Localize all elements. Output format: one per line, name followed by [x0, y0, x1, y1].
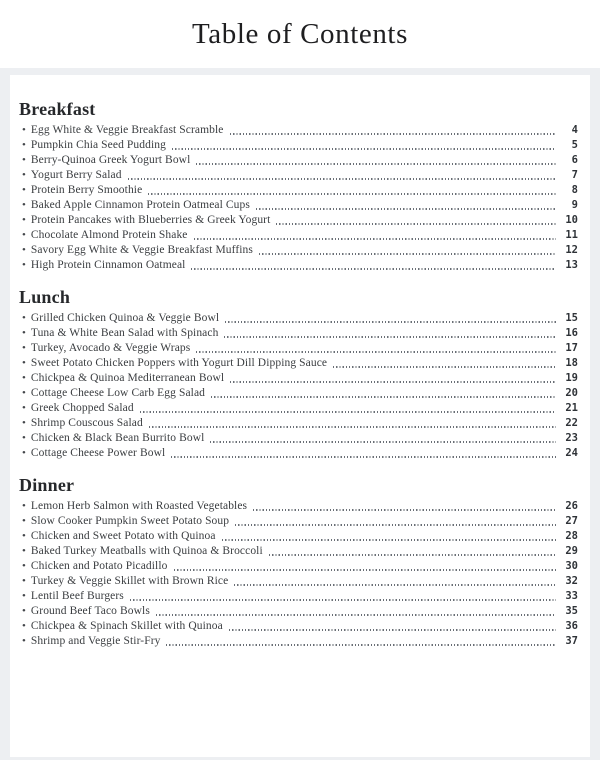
toc-entry-label: Turkey & Veggie Skillet with Brown Rice — [30, 575, 229, 587]
toc-section — [19, 287, 578, 461]
toc-entry[interactable] — [19, 514, 578, 529]
bullet-icon: • — [22, 259, 26, 271]
toc-entry-page: 4 — [571, 124, 578, 136]
toc-entry[interactable] — [19, 326, 578, 341]
toc-entry[interactable] — [19, 213, 578, 228]
toc-entry[interactable] — [19, 559, 578, 574]
toc-entry-label: Grilled Chicken Quinoa & Veggie Bowl — [30, 312, 220, 324]
bullet-icon: • — [22, 214, 26, 226]
bullet-icon: • — [22, 575, 26, 587]
toc-entry-label: Slow Cooker Pumpkin Sweet Potato Soup — [30, 515, 230, 527]
toc-entry[interactable] — [19, 589, 578, 604]
toc-entry-page: 10 — [565, 214, 578, 226]
dot-leader — [222, 539, 556, 540]
dot-leader — [256, 208, 556, 209]
bullet-icon: • — [22, 447, 26, 459]
toc-entry-page: 15 — [565, 312, 578, 324]
toc-entry-page: 6 — [571, 154, 578, 166]
toc-entry[interactable] — [19, 341, 578, 356]
dot-leader — [259, 253, 556, 254]
page-header — [0, 0, 600, 68]
toc-entry-label: Turkey, Avocado & Veggie Wraps — [30, 342, 191, 354]
dot-leader — [128, 178, 556, 179]
dot-leader — [230, 133, 556, 134]
toc-entry[interactable] — [19, 243, 578, 258]
toc-entry-label: Shrimp and Veggie Stir-Fry — [30, 635, 161, 647]
bullet-icon: • — [22, 229, 26, 241]
toc-entry[interactable] — [19, 183, 578, 198]
toc-entry-page: 12 — [565, 244, 578, 256]
toc-entry-page: 27 — [565, 515, 578, 527]
dot-leader — [196, 351, 556, 352]
toc-entry[interactable] — [19, 386, 578, 401]
toc-entry[interactable] — [19, 529, 578, 544]
toc-entry[interactable] — [19, 228, 578, 243]
bullet-icon: • — [22, 560, 26, 572]
dot-leader — [229, 629, 556, 630]
toc-entry-page: 13 — [565, 259, 578, 271]
toc-entry-label: Berry-Quinoa Greek Yogurt Bowl — [30, 154, 191, 166]
toc-entry-label: Tuna & White Bean Salad with Spinach — [30, 327, 219, 339]
toc-entry-page: 35 — [565, 605, 578, 617]
toc-entry[interactable] — [19, 153, 578, 168]
dot-leader — [196, 163, 556, 164]
toc-entry-label: Egg White & Veggie Breakfast Scramble — [30, 124, 224, 136]
bullet-icon: • — [22, 124, 26, 136]
toc-entry-label: Sweet Potato Chicken Poppers with Yogurt Dill Dipping Sauce — [30, 357, 328, 369]
toc-entry-label: Baked Turkey Meatballs with Quinoa & Broccoli — [30, 545, 263, 557]
bullet-icon: • — [22, 184, 26, 196]
toc-entry-page: 8 — [571, 184, 578, 196]
toc-list — [19, 499, 578, 649]
dot-leader — [224, 336, 556, 337]
toc-entry-label: Shrimp Couscous Salad — [30, 417, 143, 429]
toc-entry-page: 7 — [571, 169, 578, 181]
toc-entry-page: 37 — [565, 635, 578, 647]
toc-entry-label: Pumpkin Chia Seed Pudding — [30, 139, 166, 151]
dot-leader — [191, 268, 556, 269]
toc-entry-label: Yogurt Berry Salad — [30, 169, 122, 181]
toc-entry-page: 18 — [565, 357, 578, 369]
toc-entry-label: Protein Pancakes with Blueberries & Greek Yogurt — [30, 214, 271, 226]
dot-leader — [174, 569, 557, 570]
toc-entry-page: 22 — [565, 417, 578, 429]
toc-entry[interactable] — [19, 138, 578, 153]
toc-entry-page: 21 — [565, 402, 578, 414]
toc-entry-page: 30 — [565, 560, 578, 572]
bullet-icon: • — [22, 372, 26, 384]
dot-leader — [211, 396, 556, 397]
dot-leader — [230, 381, 556, 382]
bullet-icon: • — [22, 312, 26, 324]
toc-entry-page: 16 — [565, 327, 578, 339]
dot-leader — [172, 148, 556, 149]
toc-entry-label: Chickpea & Quinoa Mediterranean Bowl — [30, 372, 225, 384]
toc-section-title: Dinner — [19, 475, 75, 495]
bullet-icon: • — [22, 199, 26, 211]
toc-entry-page: 9 — [571, 199, 578, 211]
bullet-icon: • — [22, 169, 26, 181]
dot-leader — [210, 441, 556, 442]
toc-section-title: Breakfast — [19, 99, 96, 119]
toc-entry-page: 33 — [565, 590, 578, 602]
bullet-icon: • — [22, 387, 26, 399]
bullet-icon: • — [22, 515, 26, 527]
dot-leader — [171, 456, 556, 457]
toc-entry-page: 36 — [565, 620, 578, 632]
dot-leader — [276, 223, 556, 224]
bullet-icon: • — [22, 500, 26, 512]
toc-list — [19, 123, 578, 273]
toc-entry-label: Baked Apple Cinnamon Protein Oatmeal Cups — [30, 199, 250, 211]
dot-leader — [234, 584, 556, 585]
toc-entry-page: 5 — [571, 139, 578, 151]
toc-entry-label: Cottage Cheese Power Bowl — [30, 447, 166, 459]
dot-leader — [225, 321, 556, 322]
bullet-icon: • — [22, 620, 26, 632]
dot-leader — [130, 599, 556, 600]
toc-entry-page: 32 — [565, 575, 578, 587]
toc-sections — [19, 99, 578, 649]
toc-entry-page: 29 — [565, 545, 578, 557]
toc-entry[interactable] — [19, 634, 578, 649]
toc-entry-label: Savory Egg White & Veggie Breakfast Muffins — [30, 244, 253, 256]
dot-leader — [235, 524, 556, 525]
toc-entry[interactable] — [19, 499, 578, 514]
toc-entry[interactable] — [19, 168, 578, 183]
page-title: Table of Contents — [192, 17, 408, 50]
toc-entry[interactable] — [19, 619, 578, 634]
toc-section — [19, 475, 578, 649]
toc-entry[interactable] — [19, 258, 578, 273]
toc-entry-page: 19 — [565, 372, 578, 384]
toc-entry-label: Chicken and Sweet Potato with Quinoa — [30, 530, 216, 542]
toc-entry[interactable] — [19, 311, 578, 326]
dot-leader — [269, 554, 556, 555]
bullet-icon: • — [22, 139, 26, 151]
bullet-icon: • — [22, 530, 26, 542]
toc-entry[interactable] — [19, 198, 578, 213]
toc-entry-label: Lentil Beef Burgers — [30, 590, 124, 602]
bullet-icon: • — [22, 327, 26, 339]
toc-entry[interactable] — [19, 544, 578, 559]
dot-leader — [166, 644, 556, 645]
toc-entry-label: Chickpea & Spinach Skillet with Quinoa — [30, 620, 223, 632]
toc-entry-label: High Protein Cinnamon Oatmeal — [30, 259, 186, 271]
toc-entry-label: Protein Berry Smoothie — [30, 184, 143, 196]
dot-leader — [148, 193, 556, 194]
toc-list — [19, 311, 578, 461]
toc-entry-page: 28 — [565, 530, 578, 542]
toc-entry-label: Chocolate Almond Protein Shake — [30, 229, 188, 241]
toc-entry-page: 24 — [565, 447, 578, 459]
toc-entry-label: Chicken & Black Bean Burrito Bowl — [30, 432, 205, 444]
bullet-icon: • — [22, 154, 26, 166]
toc-entry-label: Lemon Herb Salmon with Roasted Vegetables — [30, 500, 248, 512]
toc-entry-label: Chicken and Potato Picadillo — [30, 560, 168, 572]
toc-entry[interactable] — [19, 604, 578, 619]
toc-entry[interactable] — [19, 574, 578, 589]
toc-entry-page: 23 — [565, 432, 578, 444]
bullet-icon: • — [22, 417, 26, 429]
toc-entry-label: Cottage Cheese Low Carb Egg Salad — [30, 387, 206, 399]
toc-entry-page: 17 — [565, 342, 578, 354]
bullet-icon: • — [22, 432, 26, 444]
toc-entry[interactable] — [19, 446, 578, 461]
bullet-icon: • — [22, 357, 26, 369]
toc-entry[interactable] — [19, 416, 578, 431]
toc-entry-label: Ground Beef Taco Bowls — [30, 605, 150, 617]
toc-entry-page: 11 — [565, 229, 578, 241]
toc-entry[interactable] — [19, 371, 578, 386]
toc-section-title: Lunch — [19, 287, 71, 307]
bullet-icon: • — [22, 590, 26, 602]
dot-leader — [333, 366, 556, 367]
toc-entry[interactable] — [19, 401, 578, 416]
toc-card — [10, 75, 590, 757]
dot-leader — [156, 614, 556, 615]
dot-leader — [149, 426, 556, 427]
toc-entry-label: Greek Chopped Salad — [30, 402, 134, 414]
bullet-icon: • — [22, 244, 26, 256]
bullet-icon: • — [22, 342, 26, 354]
dot-leader — [140, 411, 556, 412]
bullet-icon: • — [22, 545, 26, 557]
toc-entry[interactable] — [19, 123, 578, 138]
toc-entry-page: 20 — [565, 387, 578, 399]
bullet-icon: • — [22, 402, 26, 414]
dot-leader — [253, 509, 556, 510]
toc-section — [19, 99, 578, 273]
toc-entry[interactable] — [19, 431, 578, 446]
dot-leader — [194, 238, 557, 239]
bullet-icon: • — [22, 635, 26, 647]
bullet-icon: • — [22, 605, 26, 617]
toc-entry[interactable] — [19, 356, 578, 371]
toc-entry-page: 26 — [565, 500, 578, 512]
